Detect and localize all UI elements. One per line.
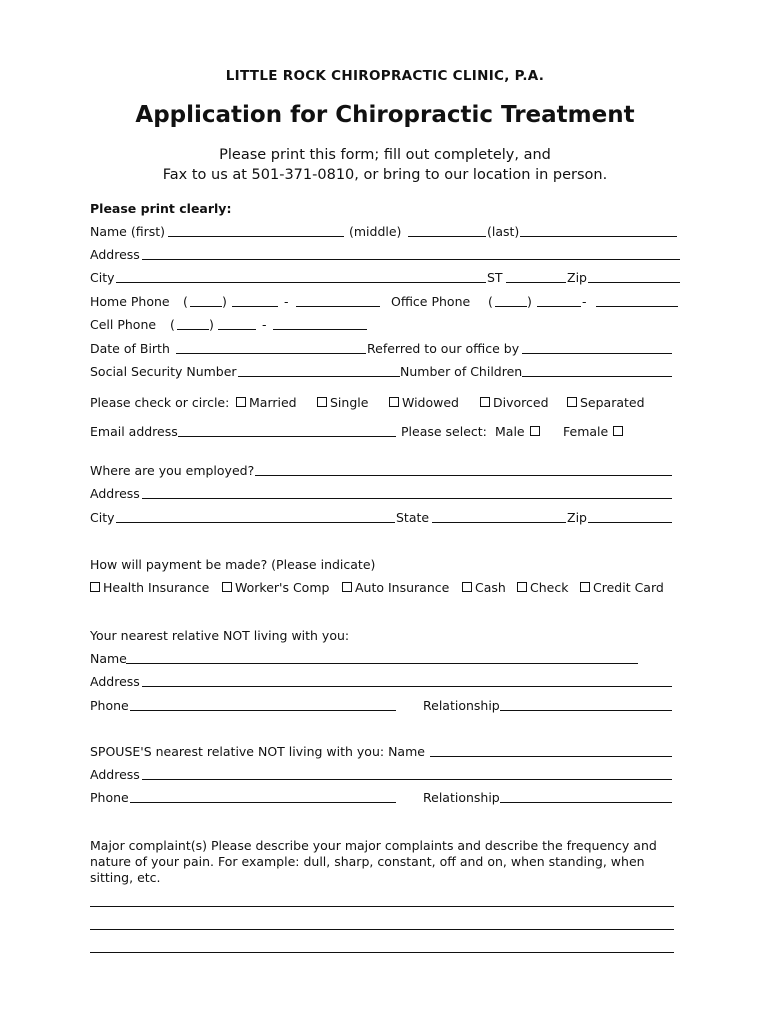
home-phone-line-field[interactable]	[296, 306, 380, 307]
cell-phone-prefix-field[interactable]	[218, 329, 256, 330]
relative-prompt: Your nearest relative NOT living with you:	[90, 628, 350, 643]
name-last-field[interactable]	[520, 236, 677, 237]
employer-field[interactable]	[255, 475, 672, 476]
referred-label: Referred to our office by	[367, 341, 520, 356]
employer-state-label: State	[396, 510, 430, 525]
marital-widowed-option[interactable]	[387, 395, 459, 410]
office-phone-area-field[interactable]	[495, 306, 527, 307]
cash-label: Cash	[475, 580, 506, 595]
office-phone-dash: -	[582, 294, 587, 309]
marital-single-option[interactable]	[315, 395, 368, 410]
credit-card-checkbox[interactable]	[580, 582, 590, 592]
office-phone-prefix-field[interactable]	[537, 306, 581, 307]
check-label: Check	[530, 580, 569, 595]
home-phone-area-close: )	[222, 294, 227, 309]
married-label: Married	[249, 395, 297, 410]
separated-checkbox[interactable]	[567, 397, 577, 407]
spouse-relative-name-field[interactable]	[430, 756, 672, 757]
female-label: Female	[563, 424, 609, 439]
name-middle-field[interactable]	[408, 236, 486, 237]
relative-phone-label: Phone	[90, 698, 129, 713]
home-phone-prefix-field[interactable]	[232, 306, 278, 307]
home-phone-area-open: (	[183, 294, 188, 309]
health-insurance-checkbox[interactable]	[90, 582, 100, 592]
email-label: Email address	[90, 424, 178, 439]
employer-address-label: Address	[90, 486, 140, 501]
female-checkbox[interactable]	[613, 426, 623, 436]
spouse-relative-prompt: SPOUSE'S nearest relative NOT living with you: Name	[90, 744, 425, 759]
payment-auto-insurance-option[interactable]	[340, 580, 449, 595]
ssn-label: Social Security Number	[90, 364, 237, 379]
name-first-label: Name (first)	[90, 224, 166, 239]
relative-relationship-field[interactable]	[500, 710, 672, 711]
cell-phone-area-open: (	[170, 317, 175, 332]
complaint-line-1[interactable]	[90, 906, 674, 907]
payment-prompt: How will payment be made? (Please indicate)	[90, 557, 376, 572]
relative-name-label: Name	[90, 651, 127, 666]
health-insurance-label: Health Insurance	[103, 580, 210, 595]
widowed-label: Widowed	[402, 395, 459, 410]
gender-male-option[interactable]	[495, 424, 543, 439]
office-phone-line-field[interactable]	[596, 306, 678, 307]
children-label: Number of Children	[400, 364, 523, 379]
separated-label: Separated	[580, 395, 645, 410]
office-phone-area-close: )	[527, 294, 532, 309]
cell-phone-dash: -	[262, 317, 267, 332]
st-field[interactable]	[506, 282, 566, 283]
print-clearly-label: Please print clearly:	[90, 201, 232, 216]
ssn-field[interactable]	[238, 376, 400, 377]
divorced-label: Divorced	[493, 395, 549, 410]
cash-checkbox[interactable]	[462, 582, 472, 592]
relative-address-field[interactable]	[142, 686, 672, 687]
complaint-line-3[interactable]	[90, 952, 674, 953]
address-label: Address	[90, 247, 140, 262]
address-field[interactable]	[142, 259, 680, 260]
cell-phone-area-field[interactable]	[177, 329, 209, 330]
employer-label: Where are you employed?	[90, 463, 255, 478]
cell-phone-area-close: )	[209, 317, 214, 332]
spouse-relative-phone-field[interactable]	[130, 802, 396, 803]
auto-insurance-checkbox[interactable]	[342, 582, 352, 592]
single-checkbox[interactable]	[317, 397, 327, 407]
complaint-line-2[interactable]	[90, 929, 674, 930]
referred-field[interactable]	[522, 353, 672, 354]
payment-workers-comp-option[interactable]	[220, 580, 329, 595]
relative-name-field[interactable]	[126, 663, 638, 664]
spouse-relative-address-label: Address	[90, 767, 140, 782]
male-checkbox[interactable]	[530, 426, 540, 436]
name-middle-label: (middle)	[349, 224, 402, 239]
employer-zip-field[interactable]	[588, 522, 672, 523]
dob-label: Date of Birth	[90, 341, 170, 356]
marital-separated-option[interactable]	[565, 395, 645, 410]
divorced-checkbox[interactable]	[480, 397, 490, 407]
employer-city-label: City	[90, 510, 115, 525]
relative-relationship-label: Relationship	[423, 698, 500, 713]
st-label: ST	[487, 270, 503, 285]
spouse-relative-relationship-field[interactable]	[500, 802, 672, 803]
employer-zip-label: Zip	[567, 510, 587, 525]
subtitle-line-1: Please print this form; fill out completely, and	[219, 147, 551, 163]
home-phone-dash: -	[284, 294, 289, 309]
children-field[interactable]	[522, 376, 672, 377]
gender-female-option[interactable]	[563, 424, 626, 439]
name-last-label: (last)	[487, 224, 520, 239]
spouse-relative-phone-label: Phone	[90, 790, 129, 805]
home-phone-area-field[interactable]	[190, 306, 222, 307]
relative-address-label: Address	[90, 674, 140, 689]
payment-credit-card-option[interactable]	[578, 580, 664, 595]
auto-insurance-label: Auto Insurance	[355, 580, 450, 595]
spouse-relative-relationship-label: Relationship	[423, 790, 500, 805]
employer-address-field[interactable]	[142, 498, 672, 499]
payment-cash-option[interactable]	[460, 580, 506, 595]
dob-field[interactable]	[176, 353, 366, 354]
email-field[interactable]	[178, 436, 396, 437]
workers-comp-label: Worker's Comp	[235, 580, 330, 595]
cell-phone-line-field[interactable]	[273, 329, 367, 330]
employer-city-field[interactable]	[116, 522, 395, 523]
credit-card-label: Credit Card	[593, 580, 664, 595]
employer-state-field[interactable]	[432, 522, 566, 523]
zip-field[interactable]	[588, 282, 680, 283]
payment-check-option[interactable]	[515, 580, 568, 595]
marital-divorced-option[interactable]	[478, 395, 549, 410]
marital-prompt: Please check or circle:	[90, 395, 230, 410]
office-phone-area-open: (	[488, 294, 493, 309]
complaint-instructions: Major complaint(s) Please describe your major complaints and describe the frequency and nature of your pain. For example: dull, sharp, constant, off and on, when standing, when sitting, etc.	[90, 838, 657, 885]
name-first-field[interactable]	[168, 236, 344, 237]
married-checkbox[interactable]	[236, 397, 246, 407]
spouse-relative-address-field[interactable]	[142, 779, 672, 780]
subtitle-line-2: Fax to us at 501-371-0810, or bring to our location in person.	[162, 167, 608, 183]
office-phone-label: Office Phone	[391, 294, 471, 309]
zip-label: Zip	[567, 270, 587, 285]
marital-married-option[interactable]	[234, 395, 297, 410]
relative-phone-field[interactable]	[130, 710, 396, 711]
gender-prompt: Please select:	[401, 424, 487, 439]
form-title: Application for Chiropractic Treatment	[135, 102, 635, 128]
cell-phone-label: Cell Phone	[90, 317, 157, 332]
clinic-name: LITTLE ROCK CHIROPRACTIC CLINIC, P.A.	[225, 68, 545, 84]
home-phone-label: Home Phone	[90, 294, 170, 309]
check-checkbox[interactable]	[517, 582, 527, 592]
widowed-checkbox[interactable]	[389, 397, 399, 407]
city-label: City	[90, 270, 115, 285]
payment-health-insurance-option[interactable]	[88, 580, 209, 595]
male-label: Male	[495, 424, 525, 439]
workers-comp-checkbox[interactable]	[222, 582, 232, 592]
single-label: Single	[330, 395, 369, 410]
city-field[interactable]	[116, 282, 486, 283]
